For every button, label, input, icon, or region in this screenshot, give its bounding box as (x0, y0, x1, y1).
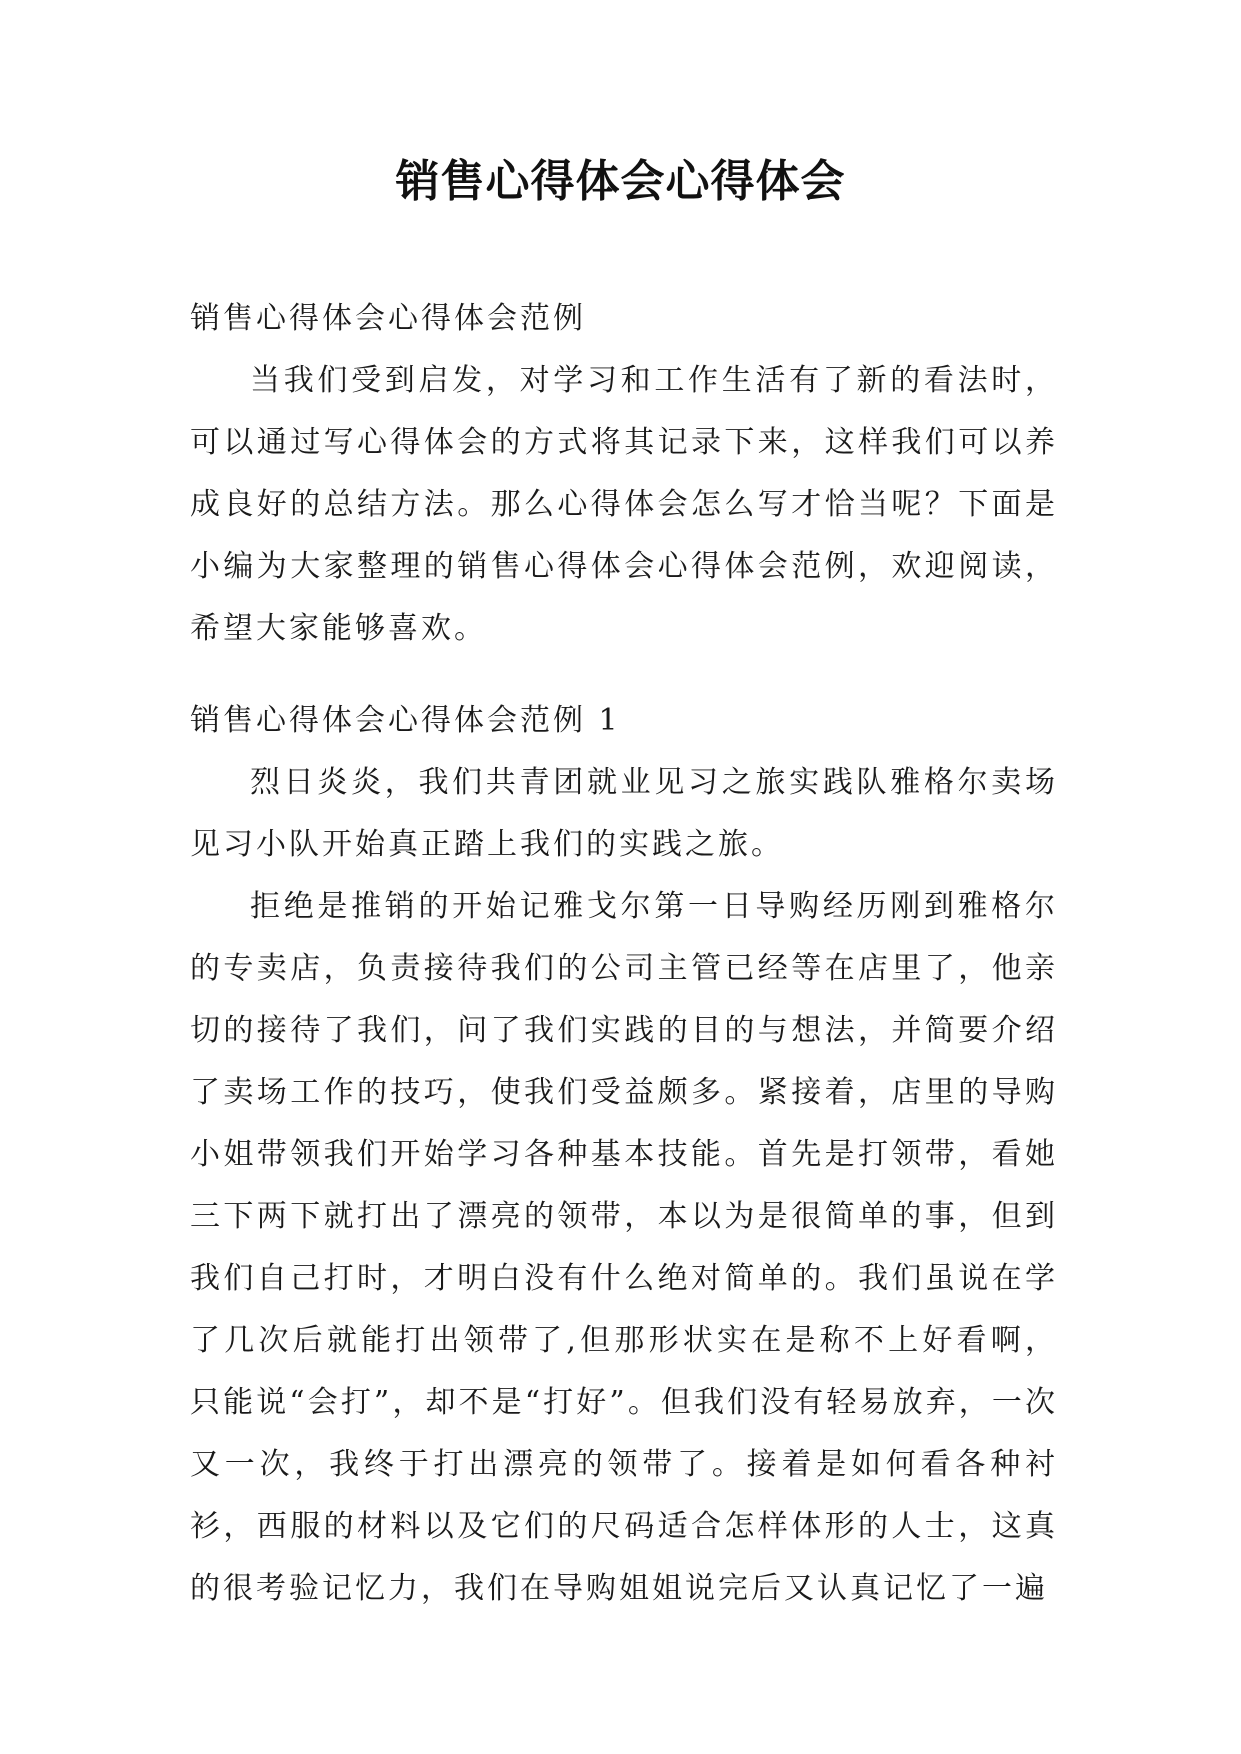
document-title: 销售心得体会心得体会 (395, 156, 846, 207)
section-spacer (190, 660, 1058, 690)
document-body (190, 288, 1058, 1620)
section1-heading: 销售心得体会心得体会范例 1 (190, 703, 621, 738)
intro-paragraph: 当我们受到启发，对学习和工作生活有了新的看法时，可以通过写心得体会的方式将其记录下来，这样我们可以养成良好的总结方法。那么心得体会怎么写才恰当呢？下面是小编为大家整理的销售心得体会心得体会范例，欢迎阅读，希望大家能够喜欢。 (190, 363, 1058, 646)
intro-heading: 销售心得体会心得体会范例 (190, 301, 586, 336)
section1-paragraph-1: 烈日炎炎，我们共青团就业见习之旅实践队雅格尔卖场见习小队开始真正踏上我们的实践之旅。 (190, 765, 1058, 862)
section1-paragraph-2: 拒绝是推销的开始记雅戈尔第一日导购经历刚到雅格尔的专卖店，负责接待我们的公司主管已经等在店里了，他亲切的接待了我们，问了我们实践的目的与想法，并简要介绍了卖场工作的技巧，使我们受益颇多。紧接着，店里的导购小姐带领我们开始学习各种基本技能。首先是打领带，看她三下两下就打出了漂亮的领带，本以为是很简单的事，但到我们自己打时，才明白没有什么绝对简单的。我们虽说在学了几次后就能打出领带了,但那形状实在是称不上好看啊，只能说“会打”，却不是“打好”。但我们没有轻易放弃，一次又一次，我终于打出漂亮的领带了。接着是如何看各种衬衫，西服的材料以及它们的尺码适合怎样体形的人士，这真的很考验记忆力，我们在导购姐姐说完后又认真记忆了一遍 (190, 889, 1058, 1606)
